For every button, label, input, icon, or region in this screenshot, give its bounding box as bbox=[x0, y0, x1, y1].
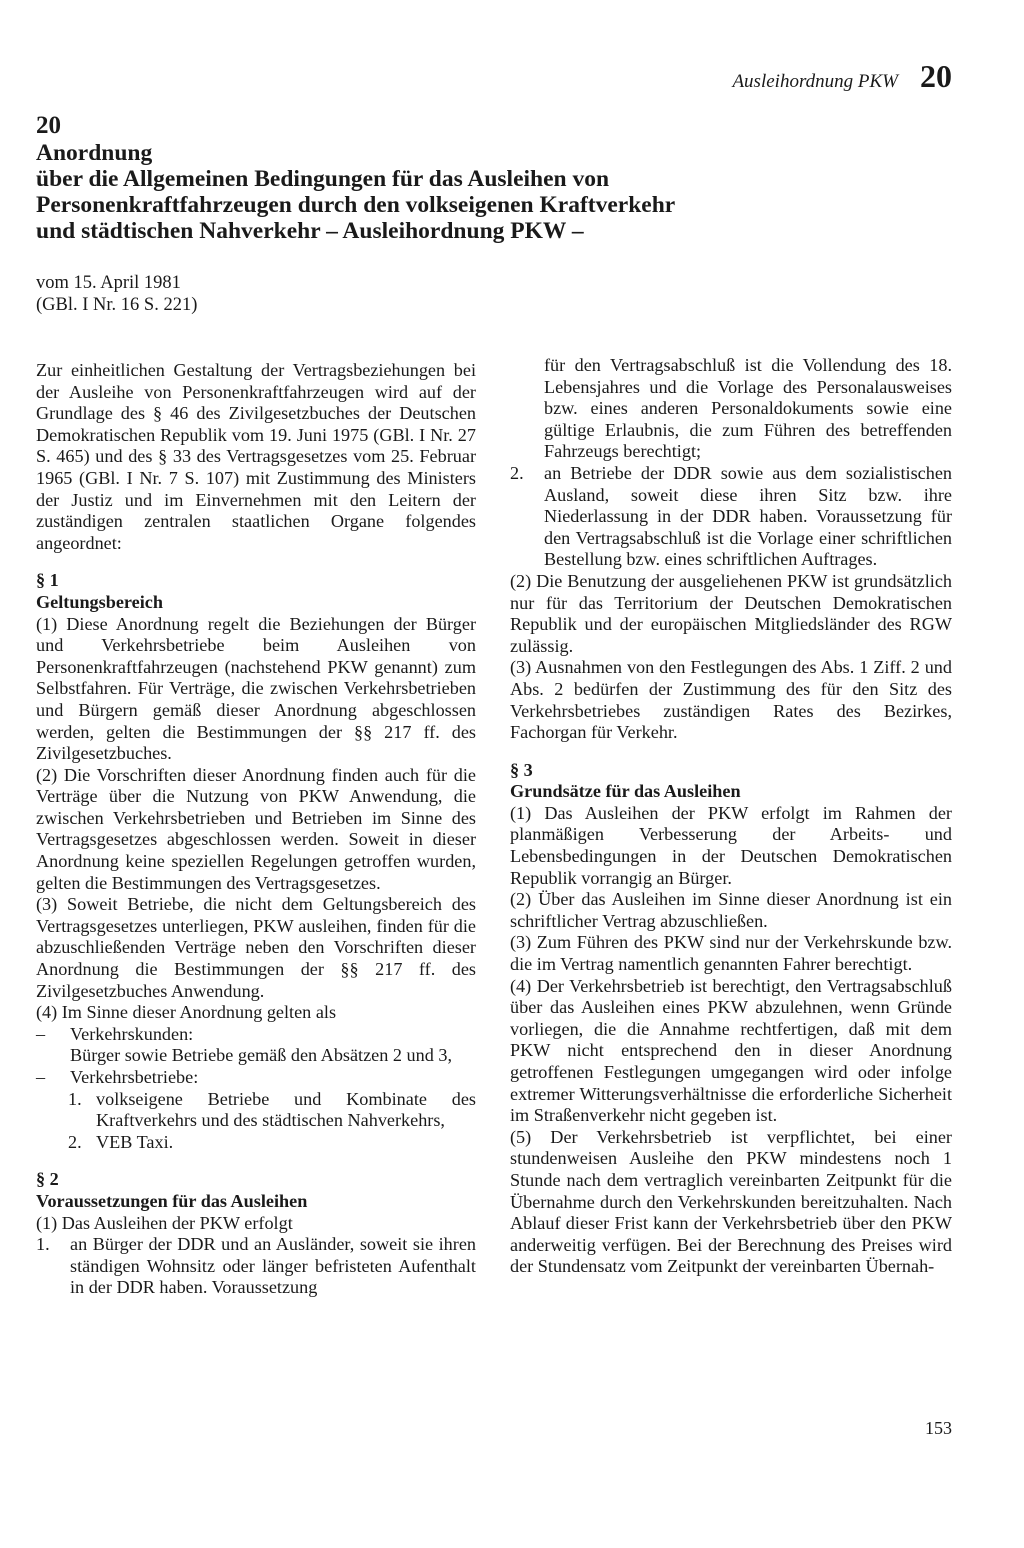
running-title: Ausleihordnung PKW bbox=[732, 71, 898, 92]
section-2-number: § 2 bbox=[36, 1169, 59, 1190]
list-text: volkseigene Betriebe und Kombinate des Kraftverkehrs und des städtischen Nahverkehrs, bbox=[96, 1088, 476, 1131]
list-text: an Bürger der DDR und an Ausländer, soweit sie ihren ständigen Wohnsitz oder länger befristeten Aufenthalt in der DDR haben. Voraussetzung bbox=[70, 1234, 476, 1298]
page-number: 153 bbox=[925, 1418, 952, 1438]
list-number: 1. bbox=[68, 1088, 82, 1109]
section-1-paragraph-4: (4) Im Sinne dieser Anordnung gelten als bbox=[36, 1002, 337, 1023]
section-1-number: § 1 bbox=[36, 570, 59, 591]
document-date bbox=[36, 272, 197, 316]
section-3-paragraph-1: (1) Das Ausleihen der PKW erfolgt im Rahmen der planmäßigen Verbesserung der Arbeits- und Lebensbedingungen in der Deutschen Demokratischen Republik vorrangig an Bürger. bbox=[510, 802, 952, 888]
definition-label: Verkehrskunden: bbox=[70, 1023, 194, 1044]
running-header bbox=[732, 58, 952, 95]
document-number: 20 bbox=[36, 112, 61, 139]
title-line: über die Allgemeinen Bedingungen für das Ausleihen von bbox=[36, 166, 610, 192]
title-line: Personenkraftfahrzeugen durch den volkseigenen Kraftverkehr bbox=[36, 192, 676, 218]
left-column bbox=[36, 360, 476, 1299]
list-item bbox=[510, 463, 952, 571]
section-3-paragraph-4: (4) Der Verkehrsbetrieb ist berechtigt, den Vertragsabschluß über das Ausleihen eines PKW abzulehnen, wenn Gründe vorliegen, die die Annahme rechtfertigen, daß mit dem PKW nicht entsprechend den in dieser Anordnung getroffenen Festlegungen umgegangen wird oder infolge extremer Witterungsverhältnisse die erforderliche Sicherheit im Straßenverkehr nicht gegeben ist. bbox=[510, 975, 952, 1126]
document-title bbox=[36, 140, 756, 244]
list-item bbox=[36, 1089, 476, 1132]
section-3-paragraph-3: (3) Zum Führen des PKW sind nur der Verkehrskunde bzw. die im Vertrag namentlich genannten Fahrer berechtigt. bbox=[510, 932, 952, 975]
list-item bbox=[36, 1132, 476, 1154]
dash-marker: – bbox=[36, 1067, 46, 1087]
definition-item bbox=[36, 1024, 476, 1046]
date-line: vom 15. April 1981 bbox=[36, 273, 181, 293]
right-column bbox=[510, 355, 952, 1278]
section-3-number: § 3 bbox=[510, 759, 533, 780]
section-2-paragraph-3: (3) Ausnahmen von den Festlegungen des Abs. 1 Ziff. 2 und Abs. 2 bedürfen der Zustimmung des für den Sitz des Verkehrsbetriebes zuständigen Rates des Bezirkes, Fachorgan für Verkehr. bbox=[510, 657, 952, 743]
section-1-paragraph-1: (1) Diese Anordnung regelt die Beziehungen der Bürger und Verkehrsbetriebe beim Ausleihen von Personenkraftfahrzeugen (nachstehend PKW genannt) zum Selbstfahren. Für Verträge, die zwischen Verkehrsbetrieben und Bürgern gemäß dieser Anordnung abgeschlossen werden, gelten die Bestimmungen der §§ 217 ff. des Zivilgesetzbuches. bbox=[36, 613, 476, 764]
definition-item bbox=[36, 1067, 476, 1089]
gazette-line: (GBl. I Nr. 16 S. 221) bbox=[36, 295, 198, 315]
list-number: 1. bbox=[36, 1234, 50, 1255]
definition-label: Verkehrsbetriebe: bbox=[70, 1067, 199, 1087]
title-line: Anordnung bbox=[36, 140, 153, 166]
continued-text: für den Vertragsabschluß ist die Vollendung des 18. Lebensjahres und die Vorlage des Personalausweises bzw. eines anderen Personaldokuments sowie eine gültige Erlaubnis, die zum Führen des betreffenden Fahrzeugs berechtigt; bbox=[544, 355, 952, 462]
section-1-paragraph-2: (2) Die Vorschriften dieser Anordnung finden auch für die Verträge über die Nutzung von PKW Anwendung, die zwischen Verkehrsbetrieben und Betrieben im Sinne des Vertragsgesetzes abgeschlossen werden. Soweit in dieser Anordnung keine speziellen Regelungen getroffen wurden, gelten die Bestimmungen des Vertragsgesetzes. bbox=[36, 764, 476, 893]
section-2-title: Voraussetzungen für das Ausleihen bbox=[36, 1190, 308, 1211]
title-line: und städtischen Nahverkehr – Ausleihordnung PKW – bbox=[36, 218, 584, 244]
section-2-paragraph-1: (1) Das Ausleihen der PKW erfolgt bbox=[36, 1212, 293, 1233]
section-2-paragraph-2: (2) Die Benutzung der ausgeliehenen PKW ist grundsätzlich nur für das Territorium der Deutschen Demokratischen Republik und der europäischen Mitgliedsländer des RGW zulässig. bbox=[510, 570, 952, 656]
section-1-paragraph-3: (3) Soweit Betriebe, die nicht dem Geltungsbereich des Vertragsgesetzes unterliegen, PKW ausleihen, finden für die abzuschließenden Verträge neben den Vorschriften dieser Anordnung die Bestimmungen der §§ 217 ff. des Zivilgesetzbuches Anwendung. bbox=[36, 894, 476, 1001]
running-number: 20 bbox=[920, 58, 952, 94]
preamble: Zur einheitlichen Gestaltung der Vertragsbeziehungen bei der Ausleihe von Personenkraftfahrzeugen wird auf der Grundlage des § 46 des Zivilgesetzbuches der Deutschen Demokratischen Republik vom 19. Juni 1975 (GBl. I Nr. 27 S. 465) und des § 33 des Vertragsgesetzes vom 25. Februar 1965 (GBl. I Nr. 7 S. 107) mit Zustimmung des Ministers der Justiz und im Einvernehmen mit den Leitern der zuständigen zentralen staatlichen Organe folgendes angeordnet: bbox=[36, 360, 476, 553]
list-item bbox=[36, 1234, 476, 1299]
document-heading bbox=[36, 112, 756, 244]
list-text: VEB Taxi. bbox=[96, 1131, 174, 1152]
definition-text: Bürger sowie Betriebe gemäß den Absätzen 2 und 3, bbox=[70, 1045, 453, 1066]
dash-marker: – bbox=[36, 1023, 46, 1044]
list-number: 2. bbox=[68, 1131, 82, 1152]
section-3-title: Grundsätze für das Ausleihen bbox=[510, 781, 741, 802]
list-number: 2. bbox=[510, 462, 524, 483]
list-text: an Betriebe der DDR sowie aus dem sozialistischen Ausland, soweit diese ihren Sitz bzw. ihre Niederlassung in der DDR haben. Voraussetzung für den Vertragsabschluß ist die Vorlage einer schriftlichen Bestellung bzw. eines schriftlichen Auftrages. bbox=[544, 462, 952, 570]
section-3-paragraph-5: (5) Der Verkehrsbetrieb ist verpflichtet, bei einer stundenweisen Ausleihe den PKW mindestens noch 1 Stunde nach dem vertraglich vereinbarten Zeitpunkt für die Übernahme durch den Verkehrskunden bereitzuhalten. Nach Ablauf dieser Frist kann der Verkehrsbetrieb über den PKW anderweitig verfügen. Bei der Berechnung des Preises wird der Stundensatz vom Zeitpunkt der vereinbarten Übernah- bbox=[510, 1126, 952, 1277]
section-3-paragraph-2: (2) Über das Ausleihen im Sinne dieser Anordnung ist ein schriftlicher Vertrag abzuschließen. bbox=[510, 889, 952, 931]
section-1-title: Geltungsbereich bbox=[36, 591, 163, 612]
